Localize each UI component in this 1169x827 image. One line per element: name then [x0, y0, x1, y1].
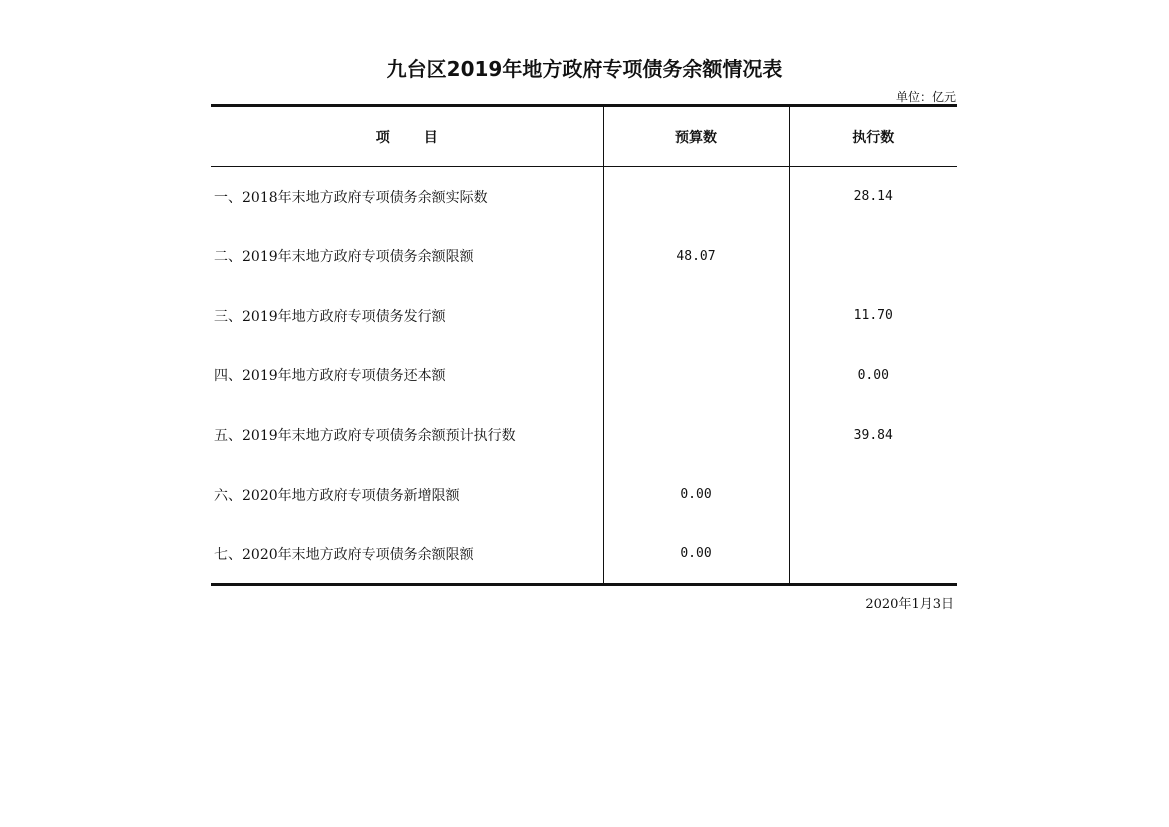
row-label: 二、2019年末地方政府专项债务余额限额	[214, 249, 474, 266]
page-title: 九台区2019年地方政府专项债务余额情况表	[386, 57, 783, 81]
unit-label: 单位：亿元	[895, 90, 956, 104]
row-budget-value	[603, 167, 789, 227]
header-item	[211, 106, 603, 167]
row-label: 三、2019年地方政府专项债务发行额	[214, 308, 446, 325]
table-header-row	[211, 106, 957, 167]
table-row	[211, 465, 957, 525]
row-actual-value	[789, 226, 957, 286]
row-label: 一、2018年末地方政府专项债务余额实际数	[214, 189, 488, 206]
row-label: 六、2020年地方政府专项债务新增限额	[214, 487, 460, 504]
document-date: 2020年1月3日	[865, 597, 954, 612]
table-row	[211, 525, 957, 585]
table-row	[211, 226, 957, 286]
row-actual-value: 0.00	[789, 346, 957, 406]
table-row	[211, 405, 957, 465]
row-label: 四、2019年地方政府专项债务还本额	[214, 368, 446, 385]
table-row	[211, 167, 957, 227]
row-label: 七、2020年末地方政府专项债务余额限额	[211, 525, 603, 585]
header-item-part1: 项	[375, 129, 390, 146]
row-actual-value: 28.14	[789, 167, 957, 227]
header-item-part2: 目	[423, 129, 438, 146]
row-label: 五、2019年末地方政府专项债务余额预计执行数	[214, 428, 516, 445]
header-actual: 执行数	[789, 106, 957, 167]
row-budget-value	[603, 405, 789, 465]
row-budget-value	[603, 346, 789, 406]
row-budget-value	[603, 286, 789, 346]
header-budget: 预算数	[603, 106, 789, 167]
row-actual-value	[789, 525, 957, 585]
table-row	[211, 286, 957, 346]
row-budget-value: 0.00	[603, 465, 789, 525]
row-actual-value: 39.84	[789, 405, 957, 465]
row-actual-value	[789, 465, 957, 525]
debt-balance-table	[211, 104, 957, 586]
row-actual-value: 11.70	[789, 286, 957, 346]
row-budget-value: 0.00	[603, 525, 789, 585]
table-row	[211, 346, 957, 406]
row-budget-value: 48.07	[603, 226, 789, 286]
